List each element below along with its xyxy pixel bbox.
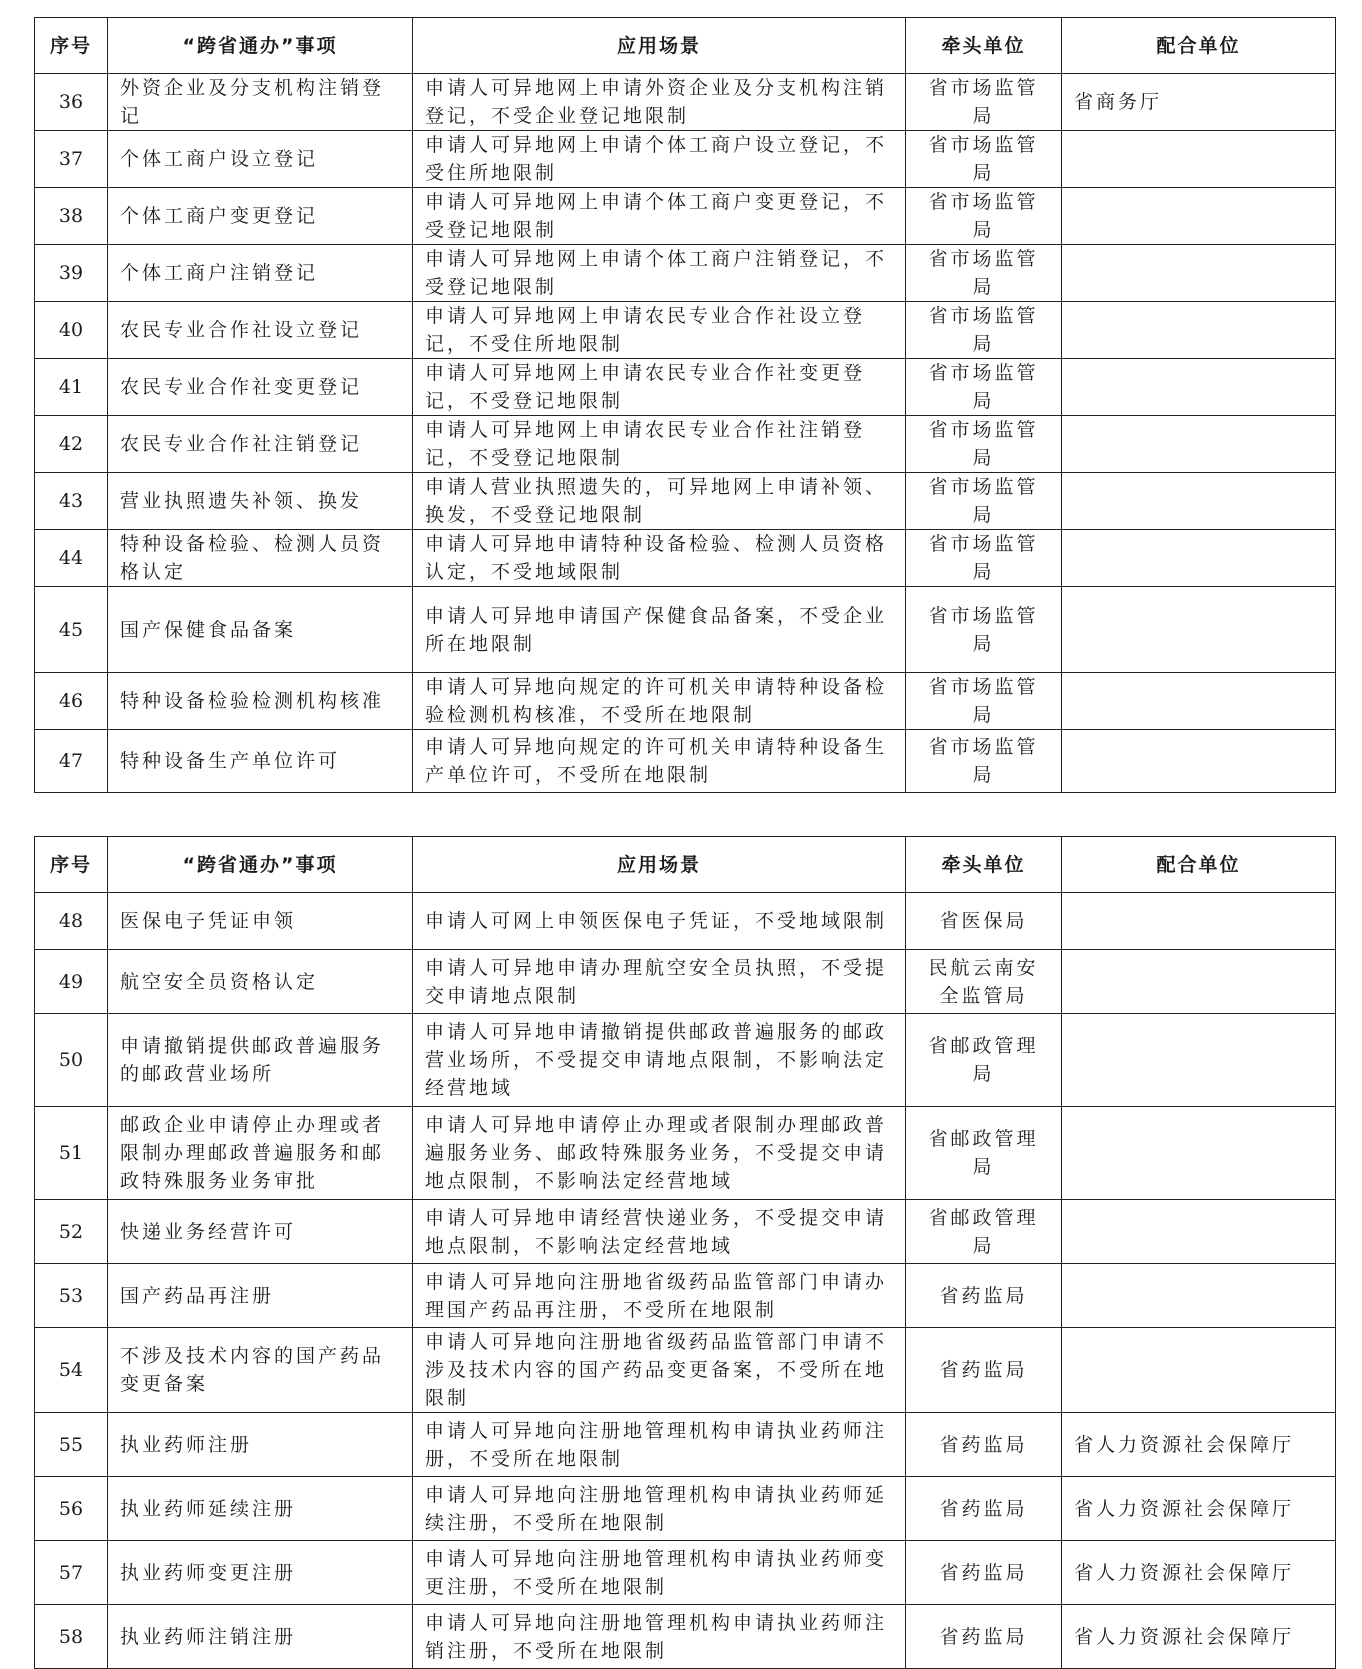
table-row [35,950,1336,1014]
table-row [35,530,1336,587]
cell-lead: 省市场监管局 [906,74,1062,131]
cell-item: 快递业务经营许可 [108,1200,413,1264]
cell-no: 56 [35,1477,108,1541]
table-row [35,587,1336,673]
table-row [35,1541,1336,1605]
cell-scene: 申请人可异地向注册地管理机构申请执业药师变更注册，不受所在地限制 [413,1541,906,1605]
cell-coop [1062,1107,1336,1200]
cell-lead: 省药监局 [906,1328,1062,1413]
cell-coop [1062,131,1336,188]
cell-no: 41 [35,359,108,416]
cell-no: 46 [35,673,108,730]
cell-item: 不涉及技术内容的国产药品变更备案 [108,1328,413,1413]
cell-scene: 申请人可异地向注册地管理机构申请执业药师延续注册，不受所在地限制 [413,1477,906,1541]
cell-scene: 申请人可异地网上申请农民专业合作社设立登记，不受住所地限制 [413,302,906,359]
table-row [35,131,1336,188]
table-row [35,1328,1336,1413]
cell-no: 48 [35,893,108,950]
table-row [35,1264,1336,1328]
cell-no: 52 [35,1200,108,1264]
cell-coop [1062,188,1336,245]
cell-item: 个体工商户注销登记 [108,245,413,302]
cell-no: 51 [35,1107,108,1200]
cell-scene: 申请人可异地申请撤销提供邮政普遍服务的邮政营业场所，不受提交申请地点限制，不影响法定经营地域 [413,1014,906,1107]
cell-no: 36 [35,74,108,131]
cell-scene: 申请人可异地申请特种设备检验、检测人员资格认定，不受地域限制 [413,530,906,587]
cell-item: 航空安全员资格认定 [108,950,413,1014]
table-row [35,1413,1336,1477]
cell-no: 57 [35,1541,108,1605]
cell-item: 邮政企业申请停止办理或者限制办理邮政普遍服务和邮政特殊服务业务审批 [108,1107,413,1200]
table-row [35,1107,1336,1200]
cell-coop [1062,530,1336,587]
cell-coop: 省人力资源社会保障厅 [1062,1413,1336,1477]
cell-scene: 申请人可异地网上申请农民专业合作社变更登记，不受登记地限制 [413,359,906,416]
cell-scene: 申请人可异地向注册地管理机构申请执业药师注销注册，不受所在地限制 [413,1605,906,1669]
cell-lead: 省邮政管理局 [906,1014,1062,1107]
cell-lead: 省邮政管理局 [906,1200,1062,1264]
table-row [35,1605,1336,1669]
cell-item: 国产药品再注册 [108,1264,413,1328]
cell-scene: 申请人可异地网上申请农民专业合作社注销登记，不受登记地限制 [413,416,906,473]
cell-scene: 申请人可异地申请办理航空安全员执照，不受提交申请地点限制 [413,950,906,1014]
cell-lead: 省市场监管局 [906,473,1062,530]
cell-no: 39 [35,245,108,302]
cell-item: 执业药师注销注册 [108,1605,413,1669]
cell-lead: 省药监局 [906,1413,1062,1477]
cell-coop [1062,1200,1336,1264]
cell-lead: 省市场监管局 [906,730,1062,793]
cell-item: 医保电子凭证申领 [108,893,413,950]
header-row [35,837,1336,893]
table-row [35,673,1336,730]
table-row [35,1477,1336,1541]
cell-scene: 申请人可异地向注册地管理机构申请执业药师注册，不受所在地限制 [413,1413,906,1477]
cell-coop [1062,893,1336,950]
table-row [35,893,1336,950]
cell-coop [1062,473,1336,530]
cell-lead: 省邮政管理局 [906,1107,1062,1200]
cell-no: 44 [35,530,108,587]
cell-no: 37 [35,131,108,188]
cell-no: 38 [35,188,108,245]
cell-coop [1062,359,1336,416]
cell-lead: 省市场监管局 [906,188,1062,245]
cell-coop [1062,1014,1336,1107]
cell-no: 53 [35,1264,108,1328]
cell-lead: 省市场监管局 [906,587,1062,673]
table-row [35,416,1336,473]
cell-lead: 省药监局 [906,1605,1062,1669]
cell-lead: 省市场监管局 [906,530,1062,587]
table-row [35,473,1336,530]
cell-coop [1062,416,1336,473]
cell-no: 54 [35,1328,108,1413]
cell-coop: 省商务厅 [1062,74,1336,131]
cell-coop [1062,730,1336,793]
cell-coop [1062,587,1336,673]
header-item: “跨省通办”事项 [108,837,413,893]
items-table-1 [34,17,1336,793]
table-row [35,245,1336,302]
header-row [35,18,1336,74]
cell-no: 55 [35,1413,108,1477]
table-row [35,1200,1336,1264]
cell-scene: 申请人可异地申请国产保健食品备案，不受企业所在地限制 [413,587,906,673]
cell-coop: 省人力资源社会保障厅 [1062,1605,1336,1669]
items-table-2 [34,836,1336,1669]
cell-scene: 申请人可异地申请停止办理或者限制办理邮政普遍服务业务、邮政特殊服务业务，不受提交申请地点限制，不影响法定经营地域 [413,1107,906,1200]
header-no: 序号 [35,18,108,74]
cell-scene: 申请人可异地向规定的许可机关申请特种设备生产单位许可，不受所在地限制 [413,730,906,793]
cell-scene: 申请人可异地网上申请外资企业及分支机构注销登记，不受企业登记地限制 [413,74,906,131]
cell-lead: 省市场监管局 [906,302,1062,359]
cell-no: 49 [35,950,108,1014]
cell-lead: 省市场监管局 [906,359,1062,416]
cell-coop: 省人力资源社会保障厅 [1062,1541,1336,1605]
cell-coop [1062,673,1336,730]
cell-coop [1062,1264,1336,1328]
cell-coop: 省人力资源社会保障厅 [1062,1477,1336,1541]
header-scene: 应用场景 [413,18,906,74]
cell-item: 特种设备检验、检测人员资格认定 [108,530,413,587]
cell-item: 外资企业及分支机构注销登记 [108,74,413,131]
cell-lead: 省药监局 [906,1264,1062,1328]
header-lead: 牵头单位 [906,18,1062,74]
cell-scene: 申请人可异地申请经营快递业务，不受提交申请地点限制，不影响法定经营地域 [413,1200,906,1264]
cell-item: 营业执照遗失补领、换发 [108,473,413,530]
cell-lead: 省药监局 [906,1477,1062,1541]
cell-item: 个体工商户变更登记 [108,188,413,245]
cell-item: 特种设备生产单位许可 [108,730,413,793]
cell-no: 42 [35,416,108,473]
cell-lead: 省药监局 [906,1541,1062,1605]
header-item: “跨省通办”事项 [108,18,413,74]
cell-item: 特种设备检验检测机构核准 [108,673,413,730]
cell-item: 个体工商户设立登记 [108,131,413,188]
cell-no: 50 [35,1014,108,1107]
cell-no: 47 [35,730,108,793]
cell-item: 农民专业合作社变更登记 [108,359,413,416]
header-scene: 应用场景 [413,837,906,893]
cell-scene: 申请人可异地向注册地省级药品监管部门申请办理国产药品再注册，不受所在地限制 [413,1264,906,1328]
header-lead: 牵头单位 [906,837,1062,893]
cell-no: 40 [35,302,108,359]
table-row [35,74,1336,131]
table-row [35,1014,1336,1107]
cell-coop [1062,302,1336,359]
cell-scene: 申请人可异地网上申请个体工商户设立登记，不受住所地限制 [413,131,906,188]
cell-scene: 申请人可网上申领医保电子凭证，不受地域限制 [413,893,906,950]
header-coop: 配合单位 [1062,18,1336,74]
cell-lead: 省医保局 [906,893,1062,950]
cell-item: 申请撤销提供邮政普遍服务的邮政营业场所 [108,1014,413,1107]
cell-lead: 民航云南安全监管局 [906,950,1062,1014]
cell-lead: 省市场监管局 [906,245,1062,302]
cell-coop [1062,950,1336,1014]
cell-item: 执业药师变更注册 [108,1541,413,1605]
cell-coop [1062,245,1336,302]
cell-item: 执业药师延续注册 [108,1477,413,1541]
table-row [35,730,1336,793]
table-row [35,188,1336,245]
cell-item: 农民专业合作社设立登记 [108,302,413,359]
cell-item: 国产保健食品备案 [108,587,413,673]
cell-scene: 申请人可异地网上申请个体工商户注销登记，不受登记地限制 [413,245,906,302]
cell-scene: 申请人营业执照遗失的，可异地网上申请补领、换发，不受登记地限制 [413,473,906,530]
cell-no: 58 [35,1605,108,1669]
cell-lead: 省市场监管局 [906,416,1062,473]
header-no: 序号 [35,837,108,893]
cell-lead: 省市场监管局 [906,673,1062,730]
cell-item: 农民专业合作社注销登记 [108,416,413,473]
table-row [35,302,1336,359]
cell-no: 43 [35,473,108,530]
cell-scene: 申请人可异地向注册地省级药品监管部门申请不涉及技术内容的国产药品变更备案，不受所在地限制 [413,1328,906,1413]
cell-lead: 省市场监管局 [906,131,1062,188]
header-coop: 配合单位 [1062,837,1336,893]
cell-item: 执业药师注册 [108,1413,413,1477]
cell-scene: 申请人可异地向规定的许可机关申请特种设备检验检测机构核准，不受所在地限制 [413,673,906,730]
cell-no: 45 [35,587,108,673]
table-row [35,359,1336,416]
cell-coop [1062,1328,1336,1413]
cell-scene: 申请人可异地网上申请个体工商户变更登记，不受登记地限制 [413,188,906,245]
